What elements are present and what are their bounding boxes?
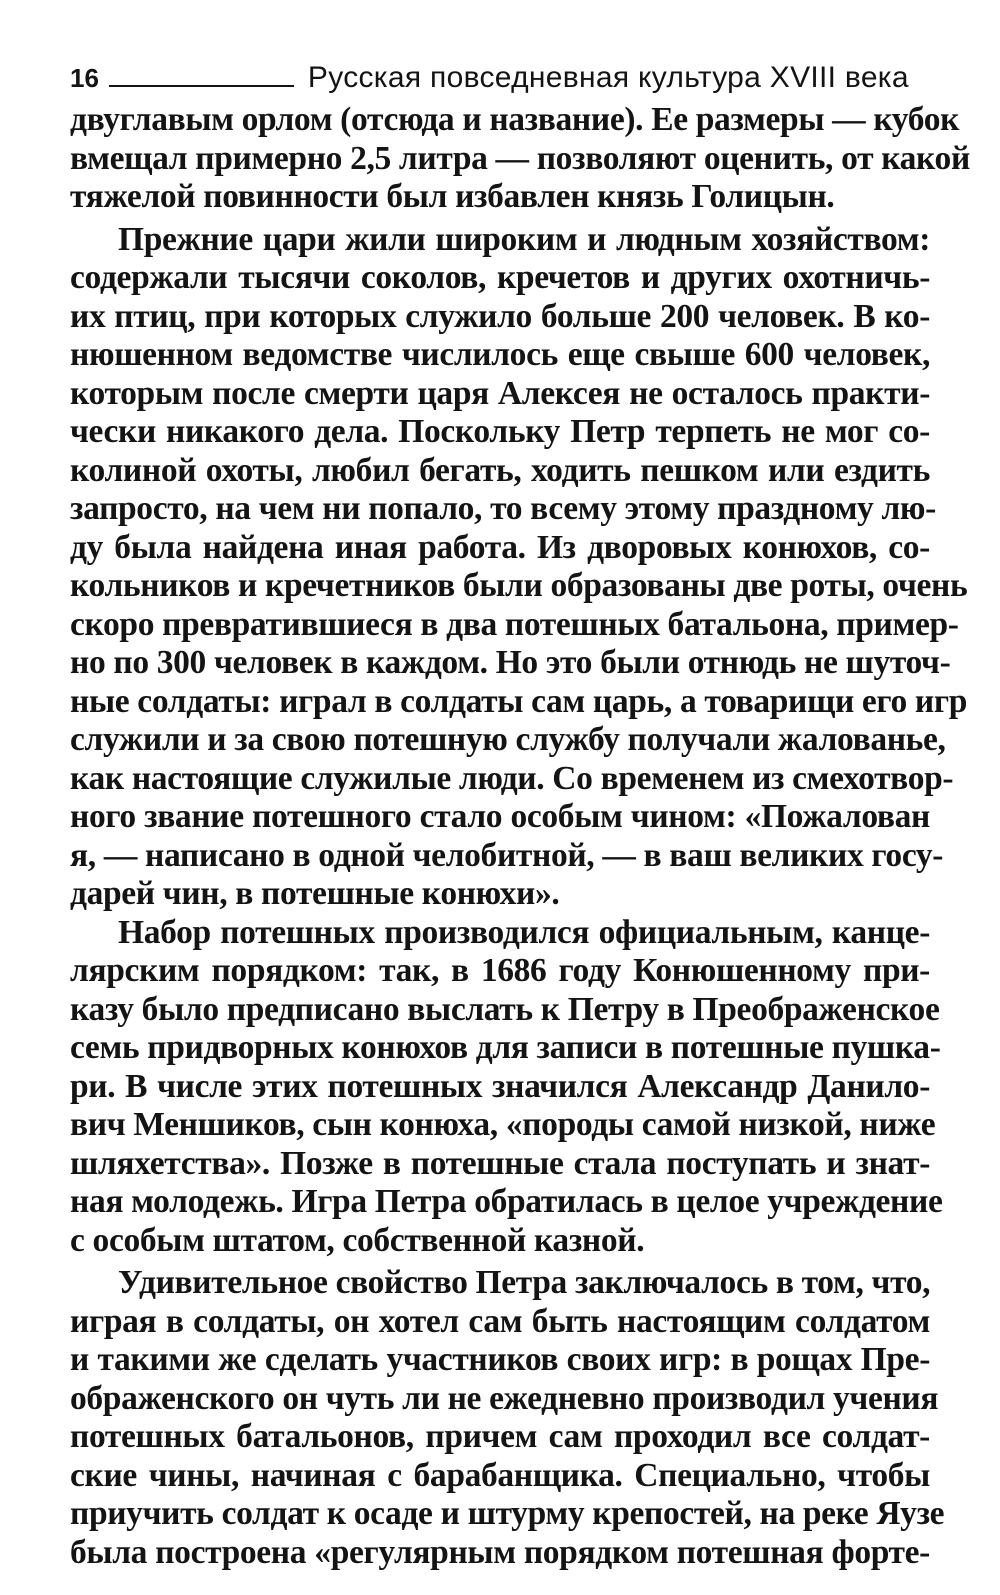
text-line: ские чины, начиная с барабанщика. Специально, чтобы	[70, 1456, 930, 1494]
text-line: играя в солдаты, он хотел сам быть настоящим солдатом	[70, 1302, 930, 1340]
book-page	[70, 55, 970, 1572]
text-line: шляхетства». Позже в потешные стала поступать и знат-	[70, 1144, 930, 1182]
text-line: была построена «регулярным порядком потешная форте-	[70, 1533, 930, 1571]
text-line: вич Меншиков, сын конюха, «породы самой низкой, ниже	[70, 1106, 936, 1143]
paragraph	[70, 220, 968, 914]
text-line: кольников и кречетников были образованы две роты, очень	[70, 567, 968, 604]
text-line: казу было предписано выслать к Петру в Преображенское	[70, 990, 940, 1028]
text-line: запросто, на чем ни попало, то всему этому праздному лю-	[70, 490, 936, 527]
text-line: ная молодежь. Игра Петра обратилась в целое учреждение	[70, 1183, 943, 1220]
paragraph	[70, 913, 943, 1261]
text-line: приучить солдат к осаде и штурму крепостей, на реке Яузе	[70, 1495, 945, 1532]
text-line: тяжелой повинности был избавлен князь Голицын.	[70, 178, 835, 215]
text-line: Прежние цари жили широким и людным хозяйством:	[118, 220, 930, 258]
text-line: ду была найдена иная работа. Из дворовых конюхов, со-	[70, 528, 930, 566]
text-line: и такими же сделать участников своих игр: в рощах Пре-	[70, 1341, 930, 1378]
body-text	[70, 101, 970, 1572]
text-line: но по 300 человек в каждом. Но это были отнюдь не шуточ-	[70, 644, 951, 681]
text-line: лярским порядком: так, в 1686 году Конюшенному при-	[70, 952, 930, 989]
text-line: с особым штатом, собственной казной.	[70, 1221, 645, 1259]
text-line: служили и за свою потешную службу получали жалованье,	[70, 721, 946, 758]
text-line: двуглавым орлом (отсюда и название). Ее размеры — кубок	[70, 101, 960, 138]
text-line: ного звание потешного стало особым чином: «Пожалован	[70, 798, 930, 835]
page-number: 16	[70, 63, 99, 93]
header-rule	[109, 85, 294, 87]
book-title: Русская повседневная культура XVIII века	[307, 61, 909, 94]
text-line: Удивительное свойство Петра заключалось в том, что,	[118, 1264, 931, 1301]
text-line: семь придворных конюхов для записи в потешные пушка-	[70, 1029, 941, 1066]
text-line: потешных батальонов, причем сам проходил все солдат-	[70, 1418, 930, 1455]
text-line: нюшенном ведомстве числилось еще свыше 600 человек,	[70, 336, 930, 373]
text-line: их птиц, при которых служило больше 200 человек. В ко-	[70, 297, 930, 335]
text-line: чески никакого дела. Поскольку Петр терпеть не мог со-	[70, 413, 930, 450]
text-line: ри. В числе этих потешных значился Александр Данило-	[70, 1067, 930, 1105]
text-line: содержали тысячи соколов, кречетов и других охотничь-	[70, 259, 930, 296]
paragraph	[70, 101, 970, 217]
text-line: вмещал примерно 2,5 литра — позволяют оценить, от какой	[70, 139, 970, 177]
text-line: ображенского он чуть ли не ежедневно производил учения	[70, 1379, 939, 1417]
text-line: колиной охоты, любил бегать, ходить пешком или ездить	[70, 451, 930, 489]
running-header	[70, 55, 930, 95]
text-line: Набор потешных производился официальным, канце-	[118, 913, 930, 951]
text-line: ные солдаты: играл в солдаты сам царь, а товарищи его игр	[70, 682, 967, 720]
paragraph	[70, 1264, 945, 1572]
text-line: я, — написано в одной челобитной, — в ваш великих госу-	[70, 836, 944, 874]
text-line: дарей чин, в потешные конюхи».	[70, 875, 560, 912]
text-line: скоро превратившиеся в два потешных батальона, пример-	[70, 605, 959, 643]
text-line: как настоящие служилые люди. Со временем из смехотвор-	[70, 759, 954, 797]
text-line: которым после смерти царя Алексея не осталось практи-	[70, 374, 930, 412]
